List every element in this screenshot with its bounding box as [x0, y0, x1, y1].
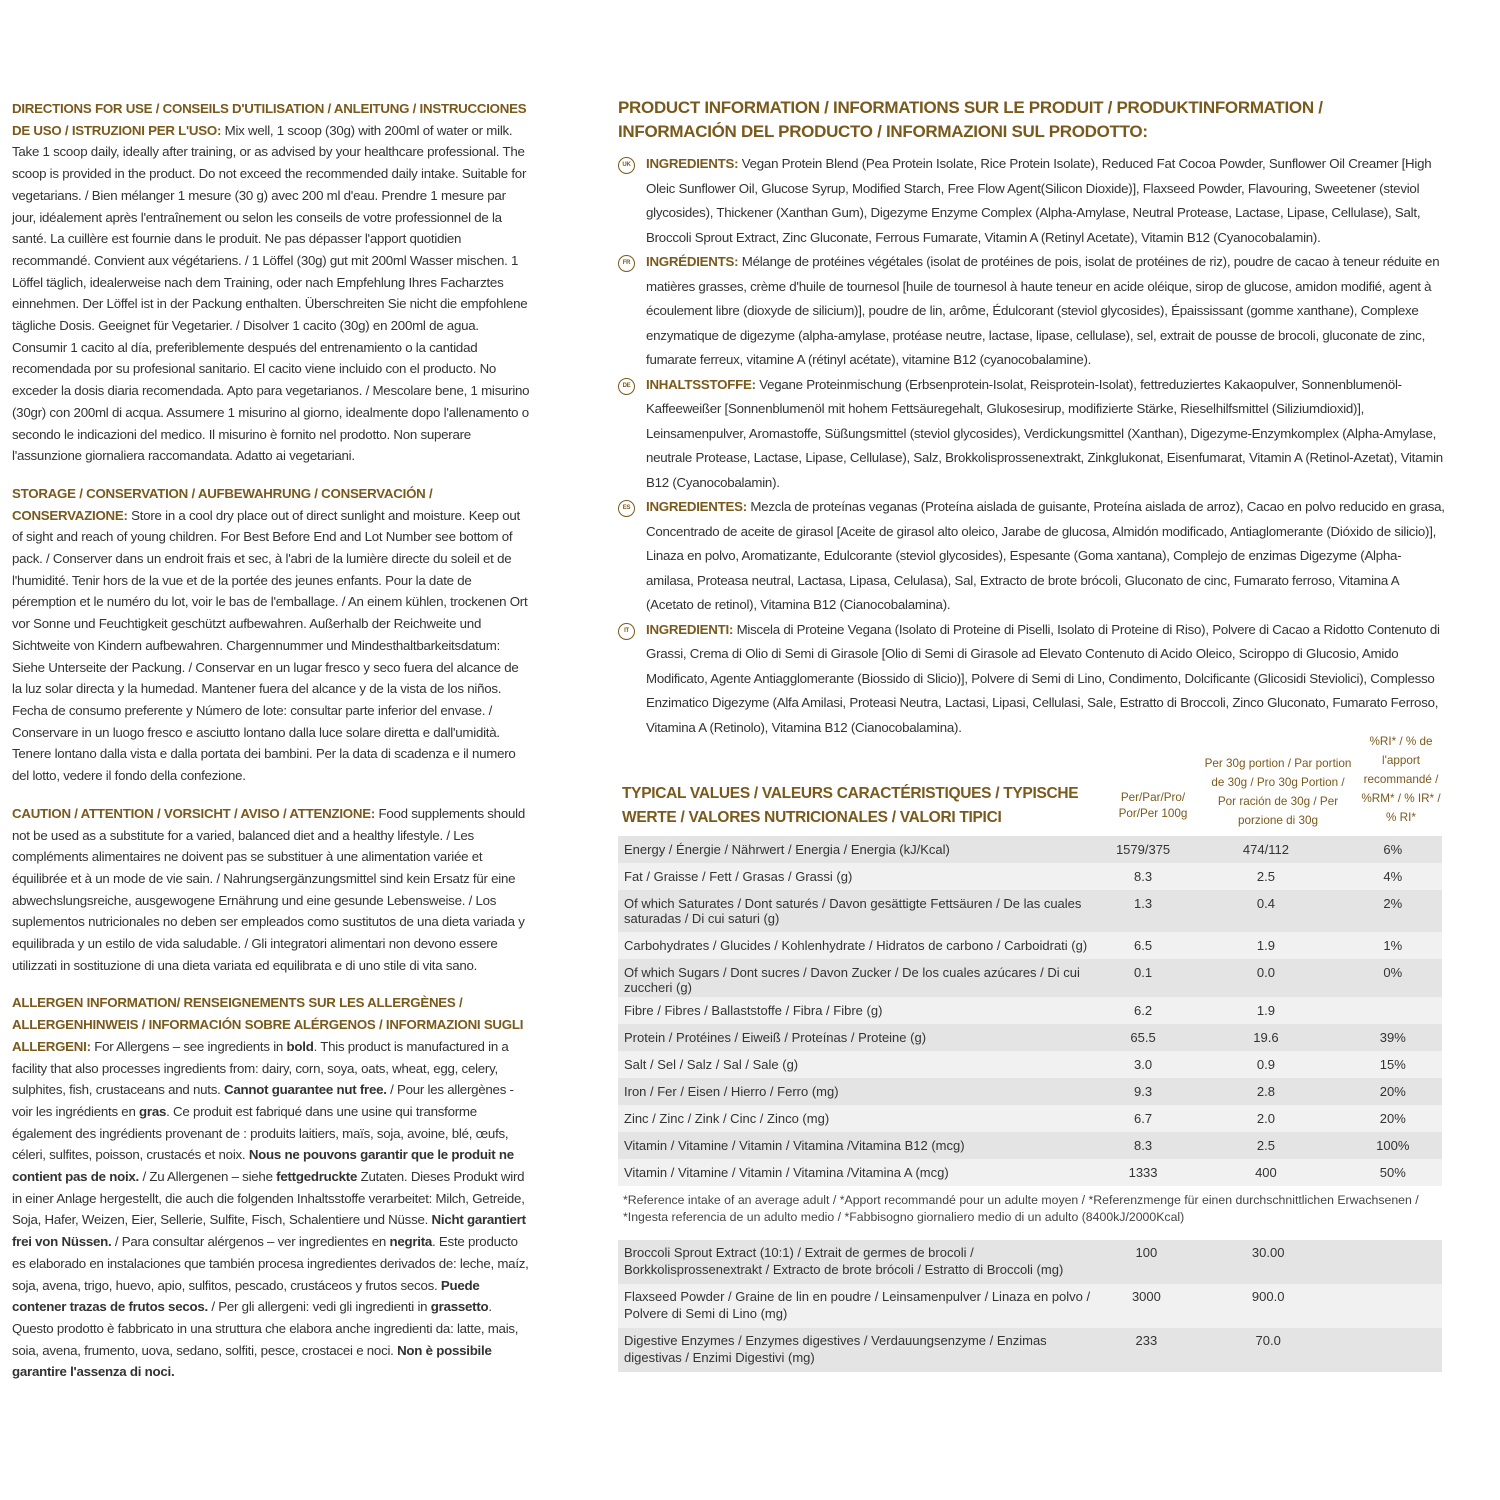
- nutrient-label: Of which Sugars / Dont sucres / Davon Zucker / De los cuales azúcares / Di cui zuccheri (g): [624, 965, 1080, 995]
- caution-heading: CAUTION / ATTENTION / VORSICHT / AVISO / ATTENZIONE:: [12, 805, 375, 821]
- allergen-bold-text: fettgedruckte: [276, 1169, 358, 1185]
- ri-value: 1%: [1383, 938, 1403, 953]
- product-information-title-line2: INFORMACIÓN DEL PRODUCTO / INFORMAZIONI SUL PRODOTTO:: [618, 122, 1148, 141]
- per-portion-value: 1.9: [1256, 1003, 1275, 1018]
- nutrition-row: [618, 997, 1442, 1024]
- per-portion-value: 400: [1255, 1165, 1277, 1180]
- ingredients-text: Vegan Protein Blend (Pea Protein Isolate, Rice Protein Isolate), Reduced Fat Cocoa Powder, Sunflower Oil Creamer [High Oleic Sunflower Oil, Glucose Syrup, Modified Starch, Free Flow Agent(Silicon Dioxide)], Flaxseed Powder, Flavouring, Sweetener (steviol glycosides), Thickener (Xanthan Gum), Digezyme Enzyme Complex (Alpha-Amylase, Neutral Protease, Lactase, Lipase, Cellulase), Salt, Broccoli Sprout Extract, Zinc Gluconate, Ferrous Fumarate, Vitamin A (Retinyl Acetate), Vitamin B12 (Cyanocobalamin).: [646, 156, 1432, 245]
- extra-label: Broccoli Sprout Extract (10:1) / Extrait de germes de brocoli / Borkkolisprossenextrakt / Extracto de brote brócoli / Estratto di Broccoli (mg): [624, 1245, 1064, 1277]
- nutrition-row: [618, 932, 1442, 959]
- storage-text: Store in a cool dry place out of direct sunlight and moisture. Keep out of sight and reach of young children. For Best Before End and Lot Number see bottom of pack. / Conserver dans un endroit frais et sec, à l'abri de la lumière directe du soleil et de l'humidité. Tenir hors de la vue et de la portée des jeunes enfants. Pour la date de péremption et le numéro du lot, voir le bas de l'emballage. / An einem kühlen, trockenen Ort vor Sonne und Feuchtigkeit geschützt aufbewahren. Außerhalb der Reichweite und Sichtweite von Kindern aufbewahren. Chargennummer und Mindesthaltbarkeitsdatum: Siehe Unterseite der Packung. / Conservar en un lugar fresco y seco fuera del alcance de la luz solar directa y la humedad. Mantener fuera del alcance y de la vista de los niños. Fecha de consumo preferente y Número de lote: consultar parte inferior del envase. / Conservare in un luogo fresco e asciutto lontano dalla luce solare diretta e dall'umidità. Tenere lontano dalla vista e dalla portata dei bambini. Per la data di scadenza e il numero del lotto, vedere il fondo della confezione.: [12, 507, 528, 784]
- nutrient-label: Fibre / Fibres / Ballaststoffe / Fibra / Fibre (g): [624, 1003, 883, 1018]
- nutrient-label: Protein / Protéines / Eiweiß / Proteínas / Proteine (g): [624, 1030, 927, 1045]
- nutrition-table: [618, 836, 1442, 1186]
- nutrient-label: Salt / Sel / Salz / Sal / Sale (g): [624, 1057, 799, 1072]
- per-portion-value: 2.0: [1256, 1111, 1275, 1126]
- per-portion-value: 0.4: [1256, 896, 1275, 911]
- col-ri-header: %RI* / % de l'apport recommandé / %RM* / % IR* / % RI*: [1361, 735, 1441, 824]
- ingredients-text: Mezcla de proteínas veganas (Proteína aislada de guisante, Proteína aislada de arroz), Cacao en polvo reducido en grasa, Concentrado de aceite de girasol [Aceite de girasol alto oleico, Jarabe de glucosa, Almidón modificado, Antiaglomerante (Dióxido de silicio)], Linaza en polvo, Aromatizante, Edulcorante (steviol glycosides), Espesante (Goma xantana), Complejo de enzimas Digezyme (Alpha-amilasa, Proteasa neutral, Lactasa, Lipasa, Celulasa), Sal, Extracto de brote brócoli, Gluconato de cinc, Fumarato ferroso, Vitamina A (Acetato de retinol), Vitamina B12 (Cianocobalamina).: [646, 499, 1445, 612]
- product-information-title: [618, 96, 1448, 144]
- allergen-heading: ALLERGEN INFORMATION/ RENSEIGNEMENTS SUR LES ALLERGÈNES / ALLERGENHINWEIS / INFORMACIÓN SOBRE ALÉRGENOS / INFORMAZIONI SUGLI ALLERGENI:: [12, 995, 524, 1054]
- country-flag-icon: ES: [618, 500, 635, 517]
- allergen-text: / Per gli allergeni: vedi gli ingredienti in: [207, 1299, 431, 1315]
- nutrition-row: [618, 836, 1442, 863]
- ingredients-heading: INGREDIENTI:: [646, 621, 734, 637]
- ri-value: [1346, 1284, 1442, 1328]
- allergen-bold-text: grassetto: [430, 1299, 489, 1315]
- allergen-bold-text: gras: [139, 1103, 167, 1119]
- extras-table: [618, 1240, 1442, 1372]
- storage-heading: STORAGE / CONSERVATION / AUFBEWAHRUNG / CONSERVACIÓN / CONSERVAZIONE:: [12, 485, 433, 523]
- ingredients-text: Mélange de protéines végétales (isolat de protéines de pois, isolat de protéines de riz), poudre de cacao à teneur réduite en matières grasses, crème d'huile de tournesol [huile de tournesol à haute teneur en acide oléique, sirop de glucose, amidon modifié, agent à écoulement libre (dioxyde de silicium)], poudre de lin, arôme, Édulcorant (steviol glycosides), Épaississant (gomme xanthane), Complexe enzymatique de digezyme (alpha-amylase, protéase neutre, lactase, lipase, cellulase), sel, extrait de pousse de brocoli, gluconate de zinc, fumarate ferreux, vitamine A (rétinyl acétate), vitamine B12 (cyanocobalamine).: [646, 254, 1440, 367]
- per-portion-value: 900.0: [1251, 1289, 1285, 1304]
- nutrition-row: [618, 959, 1442, 997]
- ingredients-de: [618, 373, 1448, 496]
- allergen-bold-text: negrita: [389, 1234, 433, 1250]
- nutrition-row: [618, 863, 1442, 890]
- per100-value: 0.1: [1134, 965, 1153, 980]
- reference-intake-footnote: *Reference intake of an average adult / *Apport recommandé pour un adulte moyen / *Referenzmenge für einen durchschnittlichen Erwachsenen / *Ingesta referencia de un adulto medio / *Fabbisogno giornaliero medio di un adulto (8400kJ/2000Kcal): [623, 1193, 1419, 1224]
- ri-value: [1344, 997, 1442, 1024]
- nutrient-label: Vitamin / Vitamine / Vitamin / Vitamina /Vitamina A (mcg): [624, 1165, 949, 1180]
- per-portion-value: 2.8: [1256, 1084, 1275, 1099]
- per100-value: 1333: [1128, 1165, 1158, 1180]
- country-flag-icon: FR: [618, 255, 635, 272]
- extra-label: Digestive Enzymes / Enzymes digestives / Verdauungsenzyme / Enzimas digestivas / Enzimi Digestivi (mg): [624, 1333, 1047, 1365]
- nutrition-row: [618, 890, 1442, 932]
- ri-value: 39%: [1379, 1030, 1406, 1045]
- per100-value: 1.3: [1134, 896, 1153, 911]
- per100-value: 6.5: [1134, 938, 1153, 953]
- per-portion-value: 2.5: [1256, 869, 1275, 884]
- allergen-text: . This product is manufactured in a facility that also processes ingredients from: dairy, corn, soya, oats, wheat, egg, celery, sulphites, fish, crustaceans and nuts.: [12, 1038, 509, 1098]
- per100-value: 8.3: [1134, 869, 1153, 884]
- ri-value: [1346, 1240, 1442, 1284]
- allergen-text: For Allergens – see ingredients in: [94, 1038, 287, 1054]
- per100-value: 3.0: [1134, 1057, 1153, 1072]
- nutrition-row: [618, 1024, 1442, 1051]
- ri-value: [1346, 1328, 1442, 1372]
- extras-row: [618, 1328, 1442, 1372]
- per100-value: 6.7: [1134, 1111, 1153, 1126]
- allergen-section: [12, 992, 530, 1383]
- allergen-bold-text: Cannot guarantee nut free.: [224, 1082, 387, 1098]
- allergen-bold-text: bold: [286, 1038, 314, 1054]
- nutrient-label: Of which Saturates / Dont saturés / Davon gesättigte Fettsäuren / De las cuales saturadas / Di cui saturi (g): [624, 896, 1082, 926]
- caution-section: [12, 803, 530, 977]
- per100-value: 1579/375: [1115, 842, 1171, 857]
- ingredients-text: Miscela di Proteine Vegana (Isolato di Proteine di Piselli, Isolato di Proteine di Riso), Polvere di Cacao a Ridotto Contenuto di Grassi, Crema di Olio di Semi di Girasole [Olio di Semi di Girasole ad Elevato Contenuto di Acido Oleico, Sciroppo di Glucosio, Amido Modificato, Agente Antiagglomerante (Biossido di Slicio)], Polvere di Semi di Lino, Condimento, Dolcificante (Glicosidi Steviolici), Complesso Enzimatico Digezyme (Alfa Amilasi, Proteasi Neutra, Lactasi, Lipasi, Cellulasi, Sale, Estratto di Broccoli, Zinco Gluconato, Fumarato Ferroso, Vitamina A (Retinolo), Vitamina B12 (Cianocobalamina).: [646, 621, 1440, 735]
- nutrition-header: [618, 732, 1448, 832]
- per-portion-value: 70.0: [1255, 1333, 1281, 1348]
- extra-label: Flaxseed Powder / Graine de lin en poudre / Leinsamenpulver / Linaza en polvo / Polvere di Semi di Lino (mg): [624, 1289, 1091, 1321]
- col-per-portion-header: Per 30g portion / Par portion de 30g / Pro 30g Portion / Por ración de 30g / Per porzione di 30g: [1204, 757, 1352, 827]
- per100-value: 8.3: [1134, 1138, 1153, 1153]
- per-portion-value: 474/112: [1242, 842, 1289, 857]
- ingredients-uk: [618, 152, 1448, 250]
- per100-value: 100: [1135, 1245, 1158, 1260]
- col-per100-header: Per/Par/Pro/ Por/Per 100g: [1118, 791, 1188, 820]
- per100-value: 6.2: [1134, 1003, 1153, 1018]
- per-portion-value: 0.9: [1256, 1057, 1275, 1072]
- per100-value: 233: [1135, 1333, 1158, 1348]
- nutrition-row: [618, 1132, 1442, 1159]
- allergen-text: / Pour les allergènes - voir les ingrédients en: [12, 1082, 514, 1119]
- nutrient-label: Fat / Graisse / Fett / Grasas / Grassi (g): [624, 869, 853, 884]
- allergen-text: . Este producto es elaborado en instalaciones que también procesa ingredientes derivados de: leche, maíz, soja, avena, trigo, huevo, apio, sulfitos, pescado, crustáceos y frutos secos.: [12, 1234, 529, 1293]
- allergen-bold-text: Nous ne pouvons garantir que le produit ne contient pas de noix.: [12, 1147, 514, 1185]
- nutrition-row: [618, 1105, 1442, 1132]
- allergen-text: . Questo prodotto è fabbricato in una struttura che elabora anche ingredienti da: latte, mais, soia, avena, frumento, uova, sedano, solfiti, pesce, crostacei e noci.: [12, 1299, 519, 1358]
- country-flag-icon: UK: [618, 157, 635, 174]
- ri-value: 2%: [1383, 896, 1403, 911]
- nutrient-label: Energy / Énergie / Nährwert / Energia / Energia (kJ/Kcal): [624, 842, 950, 857]
- ingredients-it: [618, 618, 1448, 741]
- allergen-bold-text: Puede contener trazas de frutos secos.: [12, 1277, 480, 1315]
- nutrition-row: [618, 1051, 1442, 1078]
- ingredients-es: [618, 495, 1448, 618]
- country-flag-icon: IT: [618, 623, 635, 640]
- nutrient-label: Iron / Fer / Eisen / Hierro / Ferro (mg): [624, 1084, 839, 1099]
- per-portion-value: 1.9: [1256, 938, 1275, 953]
- ingredients-list: [618, 152, 1448, 740]
- ri-value: 50%: [1379, 1165, 1406, 1180]
- extras-row: [618, 1284, 1442, 1328]
- per-portion-value: 19.6: [1253, 1030, 1279, 1045]
- ri-value: 4%: [1383, 869, 1403, 884]
- right-column: [618, 96, 1448, 1365]
- ingredients-heading: INHALTSSTOFFE:: [646, 376, 756, 392]
- ri-value: 100%: [1376, 1138, 1410, 1153]
- directions-heading: DIRECTIONS FOR USE / CONSEILS D'UTILISATION / ANLEITUNG / INSTRUCCIONES DE USO / ISTRUZIONI PER L'USO:: [12, 101, 527, 138]
- directions-section: [12, 98, 530, 467]
- nutrient-label: Vitamin / Vitamine / Vitamin / Vitamina /Vitamina B12 (mcg): [624, 1138, 965, 1153]
- ri-value: 6%: [1383, 842, 1403, 857]
- ingredients-heading: INGREDIENTS:: [646, 156, 739, 171]
- per-portion-value: 30.00: [1251, 1245, 1285, 1260]
- per100-value: 9.3: [1134, 1084, 1153, 1099]
- allergen-text: . Ce produit est fabriqué dans une usine qui transforme également des ingrédients provenant de : produits laitiers, maïs, soja, avoine, blé, œufs, céleri, sulfites, poisson, crustacés et noix.: [12, 1103, 509, 1163]
- allergen-bold-text: Non è possibile garantire l'assenza di noci.: [12, 1342, 492, 1380]
- nutrient-label: Zinc / Zinc / Zink / Cinc / Zinco (mg): [624, 1111, 830, 1126]
- nutrition-row: [618, 1078, 1442, 1105]
- ingredients-heading: INGRÉDIENTS:: [646, 254, 739, 269]
- per-portion-value: 0.0: [1256, 965, 1275, 980]
- ri-value: 20%: [1379, 1111, 1406, 1126]
- storage-section: [12, 483, 530, 787]
- allergen-text: / Zu Allergenen – siehe: [139, 1169, 277, 1185]
- allergen-bold-text: Nicht garantiert frei von Nüssen.: [12, 1212, 526, 1250]
- directions-text: Mix well, 1 scoop (30g) with 200ml of water or milk. Take 1 scoop daily, ideally after training, or as advised by your healthcare professional. The scoop is provided in the product. Do not exceed the recommended daily intake. Suitable for vegetarians. / Bien mélanger 1 mesure (30 g) avec 200 ml d'eau. Prendre 1 mesure par jour, idéalement après l'entraînement ou selon les conseils de votre professionnel de la santé. La cuillère est fournie dans le produit. Ne pas dépasser l'apport quotidien recommandé. Convient aux végétariens. / 1 Löffel (30g) gut mit 200ml Wasser mischen. 1 Löffel täglich, idealerweise nach dem Training, oder nach Empfehlung Ihres Facharztes einnehmen. Der Löffel ist in der Packung enthalten. Überschreiten Sie nicht die empfohlene tägliche Dosis. Geeignet für Vegetarier. / Disolver 1 cacito (30g) en 200ml de agua. Consumir 1 cacito al día, preferiblemente después del entrenamiento o la cantidad recomendada por su profesional sanitario. El cacito viene incluido con el producto. No exceder la dosis diaria recomendada. Apto para vegetarianos. / Mescolare bene, 1 misurino (30gr) con 200ml di acqua. Assumere 1 misurino al giorno, idealmente dopo l'allenamento o secondo le indicazioni del medico. Il misurino è fornito nel prodotto. Non superare l'assunzione giornaliera raccomandata. Adatto ai vegetariani.: [12, 122, 530, 464]
- country-flag-icon: DE: [618, 378, 635, 395]
- typical-values-title: TYPICAL VALUES / VALEURS CARACTÉRISTIQUES / TYPISCHE WERTE / VALORES NUTRICIONALES / VALORI TIPICI: [622, 785, 1079, 826]
- nutrient-label: Carbohydrates / Glucides / Kohlenhydrate / Hidratos de carbono / Carboidrati (g): [624, 938, 1088, 953]
- product-information-title-line1: PRODUCT INFORMATION / INFORMATIONS SUR LE PRODUIT / PRODUKTINFORMATION /: [618, 98, 1323, 117]
- left-column: [12, 98, 530, 1399]
- ingredients-fr: [618, 250, 1448, 373]
- ingredients-text: Vegane Proteinmischung (Erbsenprotein-Isolat, Reisprotein-Isolat), fettreduziertes Kakaopulver, Sonnenblumenöl-Kaffeeweißer [Sonnenblumenöl mit hohem Fettsäuregehalt, Glukosesirup, modifizierte Stärke, Rieselhilfsmittel (Siliziumdioxid)], Leinsamenpulver, Aromastoffe, Süßungsmittel (steviol glycosides), Verdickungsmittel (Xanthan), Digezyme-Enzymkomplex (Alpha-Amylase, neutrale Protease, Lactase, Lipase, Cellulase), Salz, Brokkolisprossenextrakt, Zinkglukonat, Eisenfumarat, Vitamin A (Retinol-Azetat), Vitamin B12 (Cyanocobalamin).: [646, 376, 1443, 490]
- ri-value: 15%: [1379, 1057, 1406, 1072]
- ingredients-heading: INGREDIENTES:: [646, 499, 747, 514]
- allergen-text: / Para consultar alérgenos – ver ingredientes en: [111, 1234, 390, 1250]
- ri-value: 20%: [1379, 1084, 1406, 1099]
- per-portion-value: 2.5: [1256, 1138, 1275, 1153]
- caution-text: Food supplements should not be used as a substitute for a varied, balanced diet and a healthy lifestyle. / Les compléments alimentaires ne doivent pas se substituer à une alimentation variée et équilibrée et à un mode de vie sain. / Nahrungsergänzungsmittel sind kein Ersatz für eine abwechslungsreiche, ausgewogene Ernährung und eine gesunde Lebensweise. / Los suplementos nutricionales no deben ser empleados como sustitutos de una dieta variada y equilibrada y un estilo de vida saludable. / Gli integratori alimentari non devono essere utilizzati in sostituzione di una dieta variata ed equilibrata e di uno stile di vita sano.: [12, 805, 525, 973]
- ri-value: 0%: [1383, 965, 1403, 980]
- per100-value: 3000: [1131, 1289, 1161, 1304]
- extras-row: [618, 1240, 1442, 1284]
- nutrition-row: [618, 1159, 1442, 1186]
- allergen-text: Zutaten. Dieses Produkt wird in einer Anlage hergestellt, die auch die folgenden Inhaltsstoffe verarbeitet: Milch, Getreide, Soja, Hafer, Weizen, Eier, Sellerie, Sulfite, Fisch, Schalentiere und Nüsse.: [12, 1169, 525, 1228]
- per100-value: 65.5: [1130, 1030, 1156, 1045]
